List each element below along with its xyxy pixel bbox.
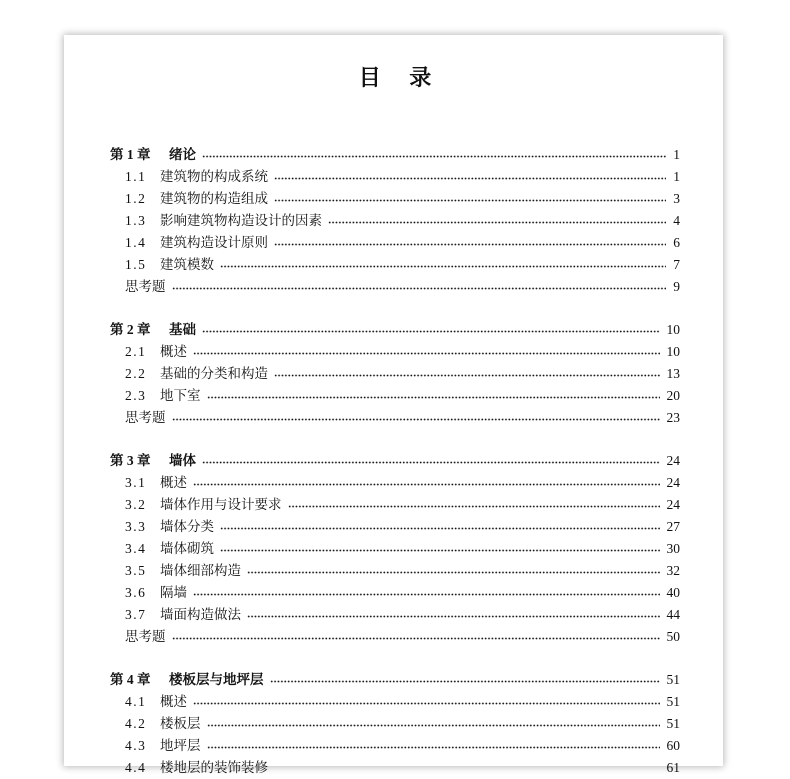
- toc-section-2-1: [110, 341, 680, 363]
- leader-dots: [172, 276, 667, 298]
- toc-section-3-6: [110, 582, 680, 604]
- leader-dots: [172, 626, 660, 648]
- leader-dots: [247, 604, 660, 626]
- chapter-title: 绪论: [169, 147, 196, 162]
- section-number: 3.6: [125, 585, 147, 600]
- leader-dots: [247, 560, 660, 582]
- leader-dots: [288, 494, 660, 516]
- section-title: 建筑模数: [160, 257, 214, 272]
- section-number: 3.4: [125, 541, 147, 556]
- page-number: 10: [666, 344, 680, 359]
- table-of-contents: [110, 144, 680, 775]
- section-title: 影响建筑物构造设计的因素: [160, 213, 322, 228]
- section-number: 4.1: [125, 694, 147, 709]
- leader-dots: [207, 385, 660, 407]
- section-title: 概述: [160, 475, 187, 490]
- page-number: 20: [666, 388, 680, 403]
- toc-section-3-1: [110, 472, 680, 494]
- section-title: 概述: [160, 344, 187, 359]
- toc-exercises-3: [110, 626, 680, 648]
- toc-section-1-1: [110, 166, 680, 188]
- page-number: 60: [666, 738, 680, 753]
- section-number: 2.3: [125, 388, 147, 403]
- exercises-title: 思考题: [125, 629, 166, 644]
- toc-chapter-4: [110, 669, 680, 691]
- section-number: 3.7: [125, 607, 147, 622]
- leader-dots: [172, 407, 660, 429]
- toc-exercises-2: [110, 407, 680, 429]
- leader-dots: [193, 582, 660, 604]
- page-number: 13: [666, 366, 680, 381]
- leader-dots: [193, 472, 660, 494]
- chapter-label: 第 3 章: [110, 453, 151, 468]
- page-number: 51: [666, 672, 680, 687]
- section-number: 3.3: [125, 519, 147, 534]
- toc-section-4-3: [110, 735, 680, 757]
- leader-dots: [274, 166, 666, 188]
- leader-dots: [220, 516, 660, 538]
- leader-dots: [270, 669, 660, 691]
- section-number: 1.4: [125, 235, 147, 250]
- section-title: 建筑物的构造组成: [160, 191, 268, 206]
- page-number: 23: [666, 410, 680, 425]
- chapter-label: 第 4 章: [110, 672, 151, 687]
- leader-dots: [274, 757, 660, 766]
- section-number: 4.3: [125, 738, 147, 753]
- section-number: 4.2: [125, 716, 147, 731]
- toc-section-3-5: [110, 560, 680, 582]
- section-number: 2.1: [125, 344, 147, 359]
- toc-section-3-3: [110, 516, 680, 538]
- chapter-title: 楼板层与地坪层: [169, 672, 264, 687]
- leader-dots: [274, 188, 666, 210]
- toc-section-1-2: [110, 188, 680, 210]
- page-number: 44: [666, 607, 680, 622]
- toc-chapter-3: [110, 450, 680, 472]
- page-number: 32: [666, 563, 680, 578]
- leader-dots: [220, 538, 660, 560]
- leader-dots: [207, 713, 660, 735]
- page-title: 目 录: [358, 65, 432, 90]
- page-number: 50: [666, 629, 680, 644]
- section-number: 1.5: [125, 257, 147, 272]
- page-number: 24: [666, 497, 680, 512]
- section-title: 墙体分类: [160, 519, 214, 534]
- page-number: 1: [673, 147, 680, 162]
- page-number: 3: [673, 191, 680, 206]
- toc-chapter-2: [110, 319, 680, 341]
- chapter-label: 第 1 章: [110, 147, 151, 162]
- section-number: 4.4: [125, 760, 147, 775]
- leader-dots: [202, 450, 660, 472]
- toc-section-4-4: [110, 757, 680, 775]
- toc-section-3-4: [110, 538, 680, 560]
- page-number: 61: [666, 760, 680, 775]
- toc-section-2-3: [110, 385, 680, 407]
- toc-section-3-7: [110, 604, 680, 626]
- leader-dots: [274, 363, 660, 385]
- leader-dots: [202, 144, 666, 166]
- section-title: 隔墙: [160, 585, 187, 600]
- page-number: 40: [666, 585, 680, 600]
- toc-section-1-3: [110, 210, 680, 232]
- section-title: 地下室: [160, 388, 201, 403]
- section-title: 地坪层: [160, 738, 201, 753]
- section-title: 楼地层的装饰装修: [160, 760, 268, 775]
- leader-dots: [274, 232, 666, 254]
- exercises-title: 思考题: [125, 279, 166, 294]
- chapter-label: 第 2 章: [110, 322, 151, 337]
- leader-dots: [220, 254, 666, 276]
- section-title: 概述: [160, 694, 187, 709]
- section-number: 1.2: [125, 191, 147, 206]
- toc-chapter-1: [110, 144, 680, 166]
- leader-dots: [207, 735, 660, 757]
- leader-dots: [202, 319, 660, 341]
- section-number: 3.1: [125, 475, 147, 490]
- document-page: [64, 35, 723, 775]
- chapter-title: 墙体: [169, 453, 196, 468]
- toc-section-4-1: [110, 691, 680, 713]
- section-title: 墙面构造做法: [160, 607, 241, 622]
- toc-section-3-2: [110, 494, 680, 516]
- section-number: 3.2: [125, 497, 147, 512]
- section-number: 3.5: [125, 563, 147, 578]
- page-number: 27: [666, 519, 680, 534]
- section-title: 建筑物的构成系统: [160, 169, 268, 184]
- page-number: 1: [673, 169, 680, 184]
- toc-exercises-1: [110, 276, 680, 298]
- section-title: 墙体细部构造: [160, 563, 241, 578]
- section-title: 建筑构造设计原则: [160, 235, 268, 250]
- section-number: 2.2: [125, 366, 147, 381]
- page-number: 24: [666, 453, 680, 468]
- chapter-title: 基础: [169, 322, 196, 337]
- section-title: 墙体作用与设计要求: [160, 497, 282, 512]
- section-number: 1.3: [125, 213, 147, 228]
- toc-section-1-5: [110, 254, 680, 276]
- page-number: 51: [666, 694, 680, 709]
- page-number: 51: [666, 716, 680, 731]
- toc-section-4-2: [110, 713, 680, 735]
- section-title: 基础的分类和构造: [160, 366, 268, 381]
- page-number: 10: [666, 322, 680, 337]
- section-title: 楼板层: [160, 716, 201, 731]
- toc-section-2-2: [110, 363, 680, 385]
- page-number: 24: [666, 475, 680, 490]
- leader-dots: [193, 341, 660, 363]
- page-number: 9: [673, 279, 680, 294]
- page-number: 30: [666, 541, 680, 556]
- section-title: 墙体砌筑: [160, 541, 214, 556]
- toc-section-1-4: [110, 232, 680, 254]
- leader-dots: [328, 210, 666, 232]
- section-number: 1.1: [125, 169, 147, 184]
- page-number: 6: [673, 235, 680, 250]
- page-number: 7: [673, 257, 680, 272]
- leader-dots: [193, 691, 660, 713]
- exercises-title: 思考题: [125, 410, 166, 425]
- page-number: 4: [673, 213, 680, 228]
